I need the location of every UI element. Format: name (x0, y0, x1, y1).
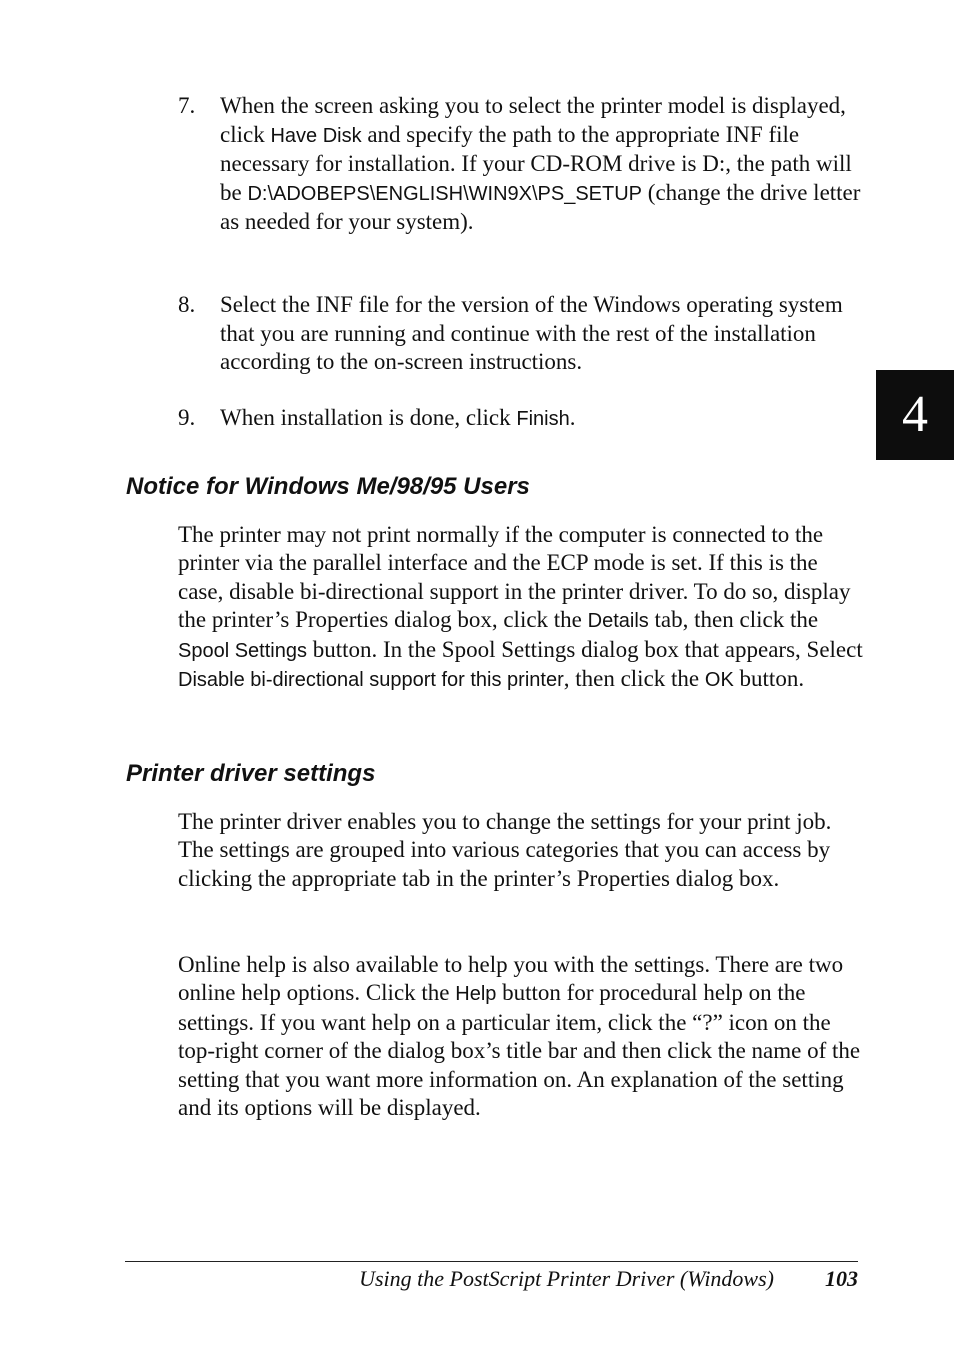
step-number: 8. (178, 292, 196, 317)
ui-label-help: Help (455, 983, 497, 1006)
notice-heading: Notice for Windows Me/98/95 Users (126, 473, 530, 500)
driver-paragraph-1: The printer driver enables you to change the settings for your print job. The settings are grouped into various categories that you can access by clicking the appropriate tab in the printer’s Properties dialog box. (178, 809, 832, 891)
ui-label-disable-bidirectional: Disable bi-directional support for this printer (178, 669, 564, 692)
step-text: Select the INF file for the version of the Windows operating system that you are running and continue with the rest of the installation according to the on-screen instructions. (220, 292, 843, 374)
footer-title: Using the PostScript Printer Driver (Windows) (359, 1266, 774, 1291)
step-text: When installation is done, click Finish. (220, 405, 576, 430)
driver-heading: Printer driver settings (126, 760, 376, 787)
ui-label-ok: OK (704, 669, 734, 692)
driver-paragraph-2: Online help is also available to help you with the settings. There are two online help options. Click the Help button for procedural help on the settings. If you want help on a particular item, click the “?” icon on the top-right corner of the dialog box’s title bar and then click the name of the setting that you want more information on. An explanation of the setting and its options will be displayed. (178, 952, 861, 1121)
step-number: 9. (178, 405, 196, 430)
footer-rule (125, 1261, 858, 1262)
page-number: 103 (825, 1266, 858, 1291)
notice-paragraph: The printer may not print normally if the computer is connected to the printer via the parallel interface and the ECP mode is set. If this is the case, disable bi-directional support in the printer driver. To do so, display the printer’s Properties dialog box, click the Details tab, then click the Spool Settings button. In the Spool Settings dialog box that appears, Select Disable bi-directional support for this printer, then click the OK button. (178, 522, 863, 692)
step-8 (178, 291, 868, 377)
path-text: D:\ADOBEPS\ENGLISH\WIN9X\PS_SETUP (247, 182, 643, 205)
ui-label-finish: Finish (516, 408, 570, 430)
chapter-tab: 4 (876, 370, 954, 460)
ui-label-spool-settings: Spool Settings (178, 639, 307, 662)
ui-label-have-disk: Have Disk (270, 124, 362, 147)
step-text: When the screen asking you to select the printer model is displayed, click Have Disk and specify the path to the appropriate INF file necessary for installation. If your CD-ROM drive is D:, the path will be D:\ADOBEPS\ENGLISH\WIN9X\PS_SETUP (change the drive letter as needed for your system). (220, 93, 861, 234)
step-9 (178, 404, 868, 434)
step-7 (178, 92, 868, 237)
step-number: 7. (178, 93, 196, 118)
ui-label-details: Details (587, 610, 649, 633)
